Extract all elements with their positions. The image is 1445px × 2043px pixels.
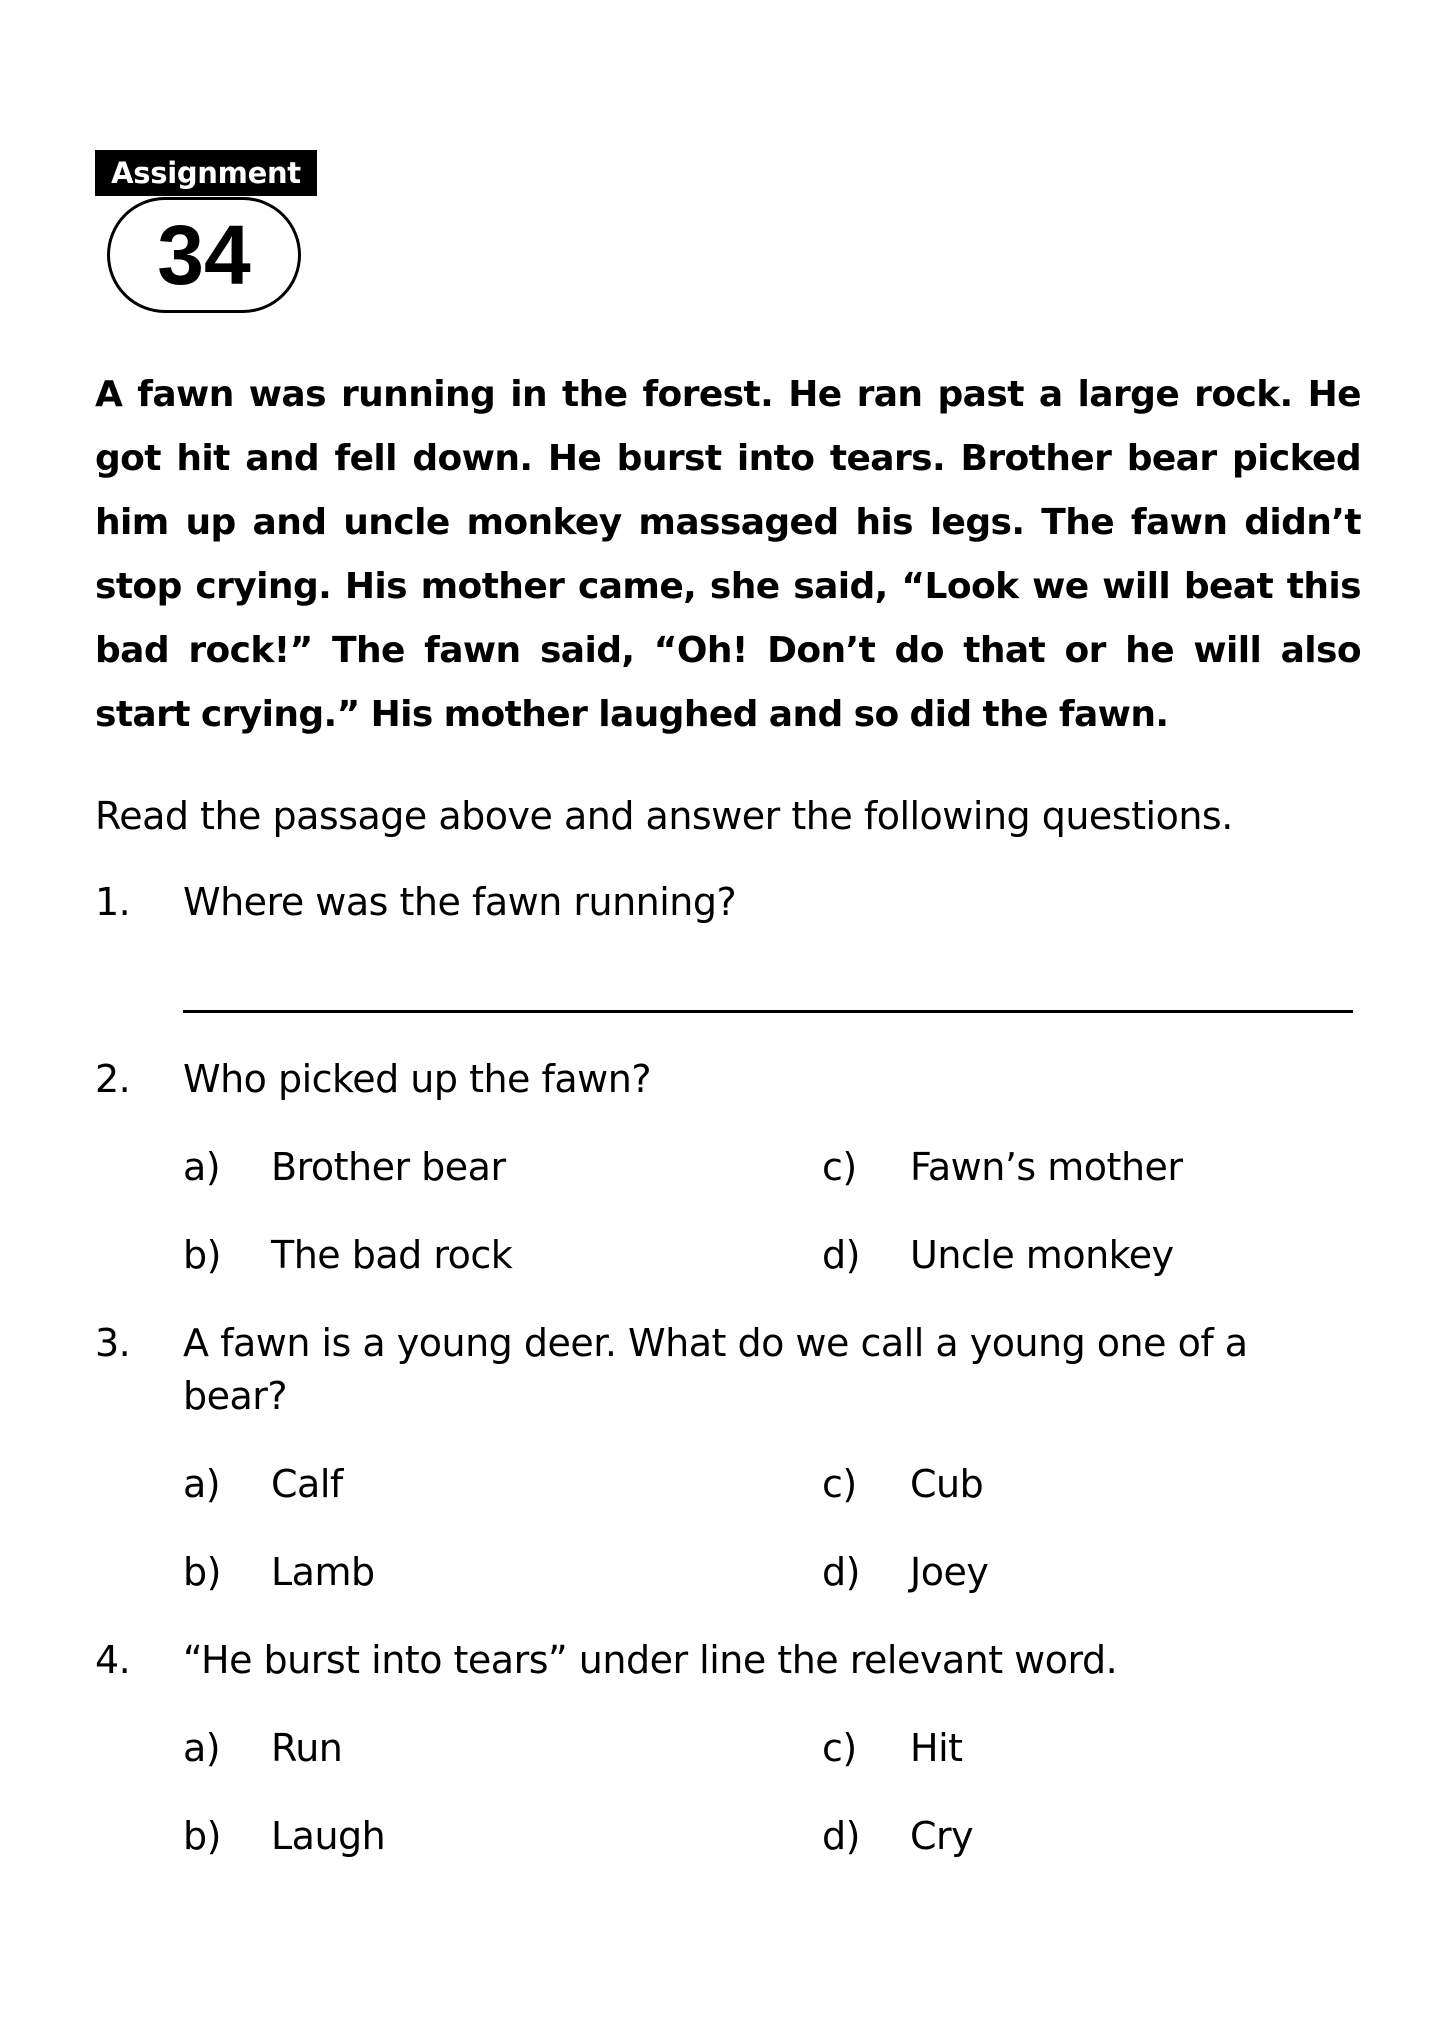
assignment-number-badge: 34 xyxy=(107,197,301,313)
question-2-option-c[interactable]: Fawn’s mother xyxy=(910,1145,1183,1189)
question-2-number: 2. xyxy=(95,1057,131,1101)
question-3-option-d[interactable]: Joey xyxy=(910,1550,989,1594)
question-4-option-d-letter: d) xyxy=(822,1814,860,1858)
question-4-option-b-letter: b) xyxy=(183,1814,221,1858)
question-2-option-d[interactable]: Uncle monkey xyxy=(910,1233,1174,1277)
question-4-option-c[interactable]: Hit xyxy=(910,1726,963,1770)
instructions: Read the passage above and answer the following questions. xyxy=(95,794,1233,838)
question-4-option-c-letter: c) xyxy=(822,1726,857,1770)
question-3-option-c[interactable]: Cub xyxy=(910,1462,984,1506)
question-1-answer-line[interactable] xyxy=(183,1010,1353,1013)
question-4-option-a-letter: a) xyxy=(183,1726,221,1770)
question-3-number: 3. xyxy=(95,1321,131,1365)
question-1-text: Where was the fawn running? xyxy=(183,880,737,924)
question-4-option-b[interactable]: Laugh xyxy=(271,1814,386,1858)
question-2-option-d-letter: d) xyxy=(822,1233,860,1277)
question-4-option-d[interactable]: Cry xyxy=(910,1814,974,1858)
reading-passage: A fawn was running in the forest. He ran past a large rock. He got hit and fell down. He burst into tears. Brother bear picked him up and uncle monkey massaged his legs. The fawn didn’t stop crying. His mother came, she said, “Look we will beat this bad rock!” The fawn said, “Oh! Don’t do that or he will also start crying.” His mother laughed and so did the fawn. xyxy=(95,374,1361,735)
question-2-option-a[interactable]: Brother bear xyxy=(271,1145,506,1189)
assignment-label: Assignment xyxy=(95,150,317,196)
question-3-option-c-letter: c) xyxy=(822,1462,857,1506)
question-4-option-a[interactable]: Run xyxy=(271,1726,343,1770)
question-3-option-b-letter: b) xyxy=(183,1550,221,1594)
question-2-option-a-letter: a) xyxy=(183,1145,221,1189)
question-3-option-a[interactable]: Calf xyxy=(271,1462,343,1506)
question-2-text: Who picked up the fawn? xyxy=(183,1057,652,1101)
question-3-option-d-letter: d) xyxy=(822,1550,860,1594)
question-4-text: “He burst into tears” under line the relevant word. xyxy=(183,1638,1118,1682)
question-3-option-b[interactable]: Lamb xyxy=(271,1550,375,1594)
question-3-option-a-letter: a) xyxy=(183,1462,221,1506)
question-3-text: A fawn is a young deer. What do we call a young one of a bear? xyxy=(183,1321,1248,1418)
question-2-option-b[interactable]: The bad rock xyxy=(271,1233,513,1277)
question-2-option-b-letter: b) xyxy=(183,1233,221,1277)
question-4-number: 4. xyxy=(95,1638,131,1682)
question-1-number: 1. xyxy=(95,880,131,924)
question-2-option-c-letter: c) xyxy=(822,1145,857,1189)
